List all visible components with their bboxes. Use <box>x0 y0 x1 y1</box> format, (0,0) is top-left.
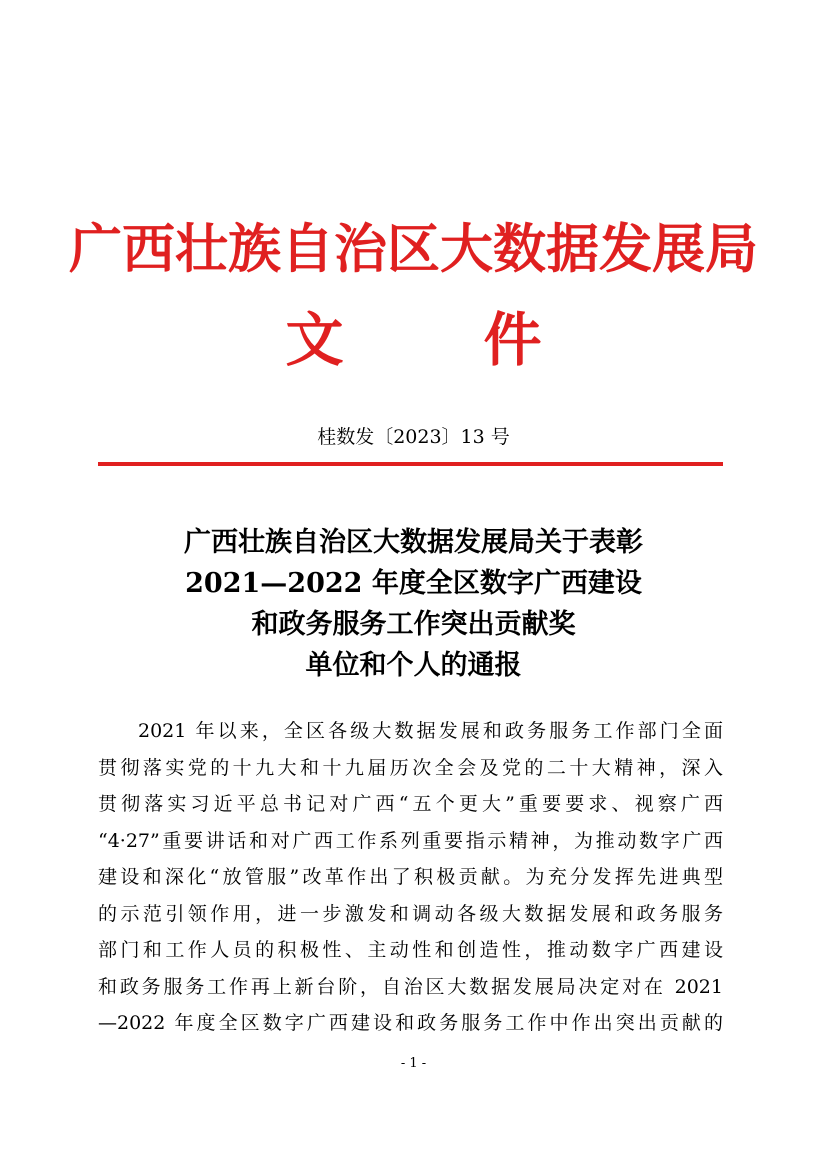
body-paragraph <box>98 713 723 1042</box>
page-number: - 1 - <box>400 1056 427 1071</box>
document-title <box>0 522 827 686</box>
issuing-agency-header: 广西壮族自治区大数据发展局 <box>69 218 758 280</box>
body-line: 的示范引领作用，进一步激发和调动各级大数据发展和政务服务 <box>98 902 723 925</box>
body-line: 贯彻落实习近平总书记对广西“五个更大”重要要求、视察广西 <box>98 793 723 815</box>
doc-type-char-left: 文 <box>285 306 344 374</box>
document-type-header <box>0 300 827 380</box>
document-number: 桂数发〔2023〕13 号 <box>317 426 510 448</box>
body-line: 和政务服务工作再上新台阶，自治区大数据发展局决定对在 2021 <box>98 975 723 998</box>
title-line: 和政务服务工作突出贡献奖 <box>251 609 576 640</box>
red-separator-line <box>98 462 723 466</box>
body-line: 部门和工作人员的积极性、主动性和创造性，推动数字广西建设 <box>98 939 723 961</box>
body-line: 贯彻落实党的十九大和十九届历次全会及党的二十大精神，深入 <box>98 756 723 779</box>
body-line: 2021 年以来，全区各级大数据发展和政务服务工作部门全面 <box>138 720 723 742</box>
doc-type-char-right: 件 <box>483 306 542 374</box>
body-line: “4·27”重要讲话和对广西工作系列重要指示精神，为推动数字广西 <box>98 829 723 852</box>
title-line: 广西壮族自治区大数据发展局关于表彰 <box>184 527 643 558</box>
body-line: —2022 年度全区数字广西建设和政务服务工作中作出突出贡献的 <box>98 1012 723 1034</box>
title-line: 单位和个人的通报 <box>305 650 522 681</box>
body-line: 建设和深化“放管服”改革作出了积极贡献。为充分发挥先进典型 <box>98 866 723 888</box>
title-line: 2021—2022 年度全区数字广西建设 <box>185 568 642 599</box>
